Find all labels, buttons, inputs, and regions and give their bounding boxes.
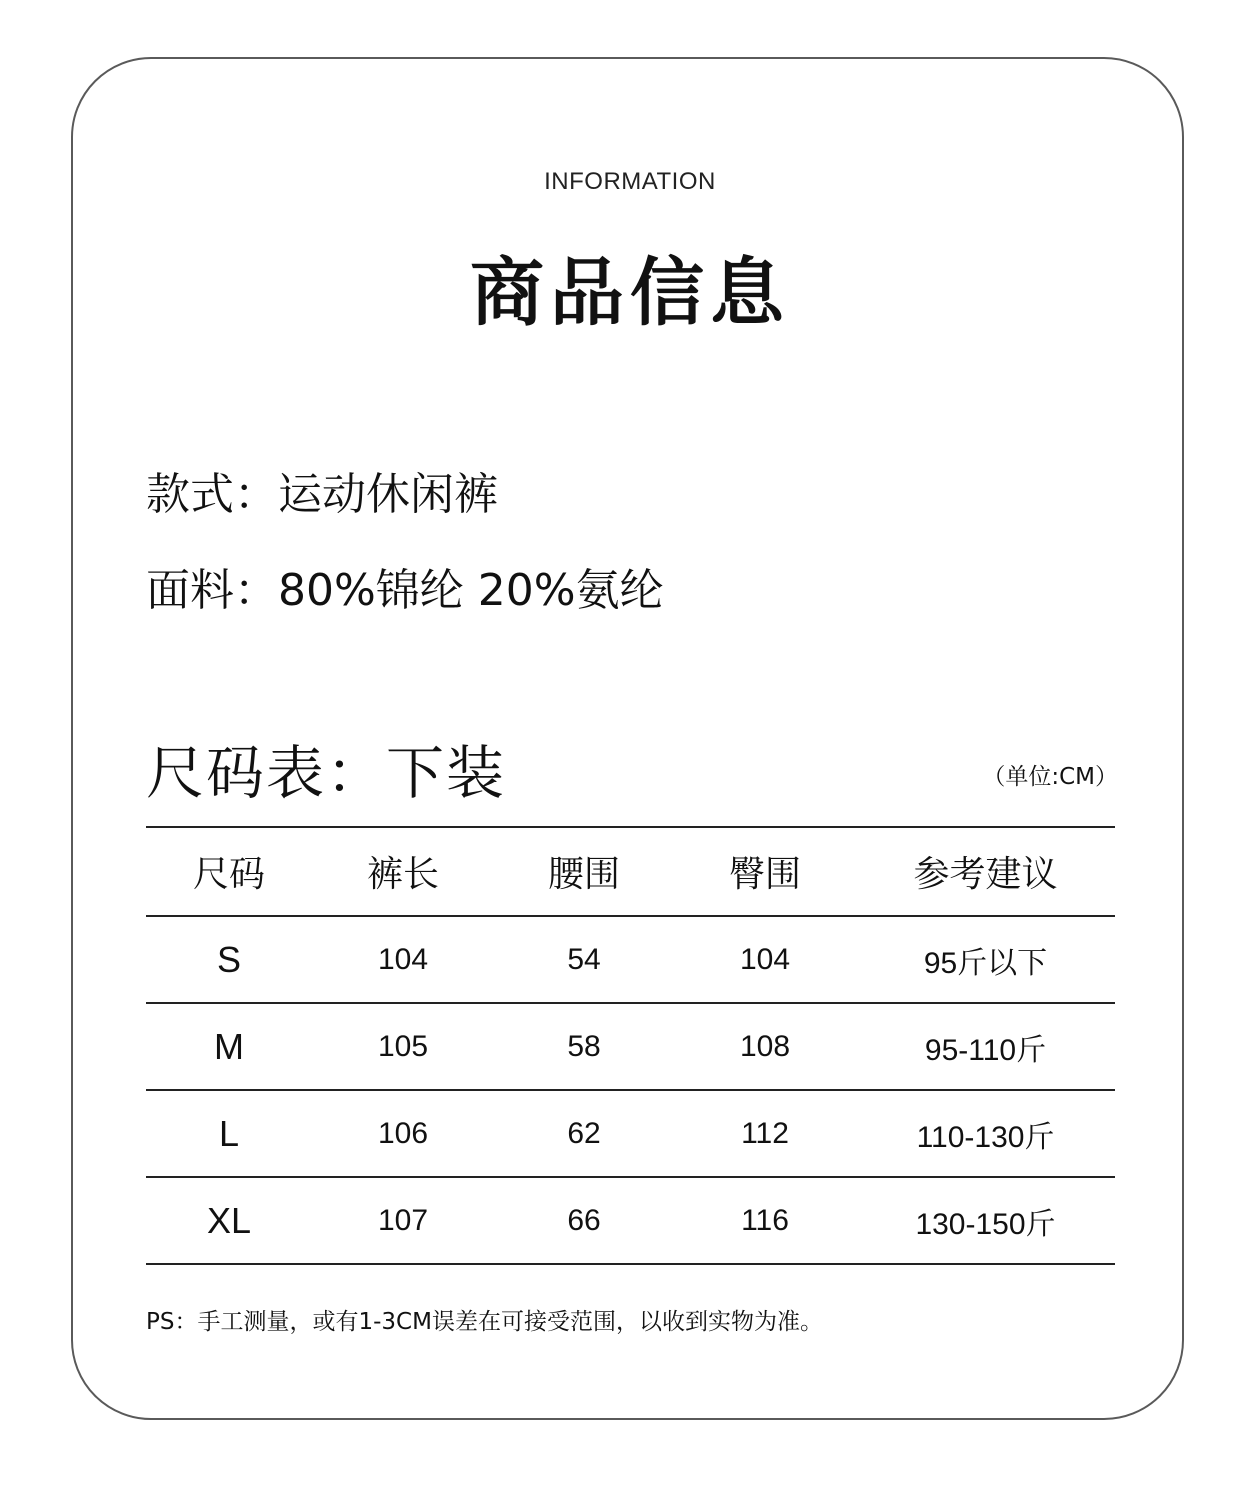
table-row <box>146 1090 1115 1177</box>
section-eyebrow: INFORMATION <box>544 168 716 195</box>
advice-cell: 110-130斤 <box>856 1090 1115 1177</box>
unit-note: （单位:CM） <box>982 764 1118 790</box>
waist-cell: 54 <box>494 916 674 1003</box>
size-cell: XL <box>146 1177 312 1264</box>
style-line: 款式：运动休闲裤 <box>146 469 498 520</box>
column-header-length: 裤长 <box>312 827 494 916</box>
advice-cell: 130-150斤 <box>856 1177 1115 1264</box>
advice-cell: 95斤以下 <box>856 916 1115 1003</box>
size-chart-heading: 尺码表：下装 <box>146 739 507 807</box>
size-cell: M <box>146 1003 312 1090</box>
waist-cell: 62 <box>494 1090 674 1177</box>
table-row <box>146 1177 1115 1264</box>
fabric-line: 面料：80%锦纶 20%氨纶 <box>146 565 664 616</box>
length-cell: 104 <box>312 916 494 1003</box>
size-cell: L <box>146 1090 312 1177</box>
waist-cell: 58 <box>494 1003 674 1090</box>
column-header-hip: 臀围 <box>674 827 856 916</box>
column-header-waist: 腰围 <box>494 827 674 916</box>
table-row <box>146 1003 1115 1090</box>
table-row <box>146 916 1115 1003</box>
hip-cell: 104 <box>674 916 856 1003</box>
length-cell: 106 <box>312 1090 494 1177</box>
size-table <box>146 826 1115 1265</box>
hip-cell: 112 <box>674 1090 856 1177</box>
size-cell: S <box>146 916 312 1003</box>
length-cell: 107 <box>312 1177 494 1264</box>
page-title: 商品信息 <box>470 250 790 336</box>
hip-cell: 116 <box>674 1177 856 1264</box>
waist-cell: 66 <box>494 1177 674 1264</box>
length-cell: 105 <box>312 1003 494 1090</box>
column-header-advice: 参考建议 <box>856 827 1115 916</box>
advice-cell: 95-110斤 <box>856 1003 1115 1090</box>
table-header-row <box>146 827 1115 916</box>
column-header-size: 尺码 <box>146 827 312 916</box>
measurement-footnote: PS：手工测量，或有1-3CM误差在可接受范围，以收到实物为准。 <box>146 1309 823 1335</box>
hip-cell: 108 <box>674 1003 856 1090</box>
